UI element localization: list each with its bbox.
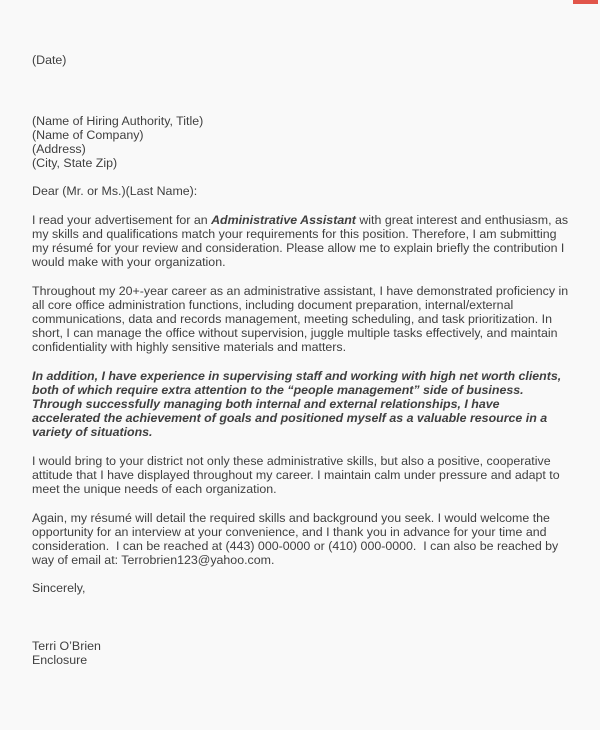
signature-block [32,639,570,667]
recipient-line-city-state-zip: (City, State Zip) [32,156,118,170]
date-placeholder: (Date) [32,53,67,67]
paragraph-supervising-emphasis: In addition, I have experience in supervising staff and working with high net worth clients, both of which require extra attention to the “people management” side of business. Through successfully managing both internal and external relationships, I have accelerated the achievement of goals and positioned myself as a valuable resource in a variety of situations. [32,369,565,439]
paragraph-introduction [32,213,570,269]
recipient-line-company: (Name of Company) [32,128,144,142]
paragraph-attitude: I would bring to your district not only these administrative skills, but also a positive, cooperative attitude that I have displayed throughout my career. I maintain calm under pressure and adapt to meet the unique needs of each organization. [32,454,564,496]
paragraph-contact-info: Again, my résumé will detail the required skills and background you seek. I would welcome the opportunity for an interview at your convenience, and I thank you in advance for your time and consideration. I can be reached at (443) 000-0000 or (410) 000-0000. I can also be reached by way of email at: Terrobrien123@yahoo.com. [32,511,562,567]
enclosure-note: Enclosure [32,653,88,667]
closing-sincerely: Sincerely, [32,581,86,595]
salutation: Dear (Mr. or Ms.)(Last Name): [32,184,198,198]
paragraph-1-job-title-emphasis: Administrative Assistant [211,213,356,227]
page-corner-accent [573,0,598,4]
recipient-line-address: (Address) [32,142,86,156]
signature-name: Terri O’Brien [32,639,101,653]
recipient-block [32,114,570,170]
paragraph-1-before: I read your advertisement for an [32,213,212,227]
paragraph-experience: Throughout my 20+-year career as an administrative assistant, I have demonstrated proficiency in all core office administration functions, including document preparation, internal/external communications, data and records management, meeting scheduling, and task prioritization. In short, I can manage the office without supervision, juggle multiple tasks effectively, and maintain confidentiality with highly sensitive materials and matters. [32,284,572,354]
recipient-line-hiring-authority: (Name of Hiring Authority, Title) [32,114,204,128]
paragraph-1-after: with great interest and enthusiasm, as my skills and qualifications match your requirements for this position. Therefore, I am submitting my résumé for your review and consideration. Please allow me to explain briefly the contribution I would make with your organization. [32,213,572,269]
